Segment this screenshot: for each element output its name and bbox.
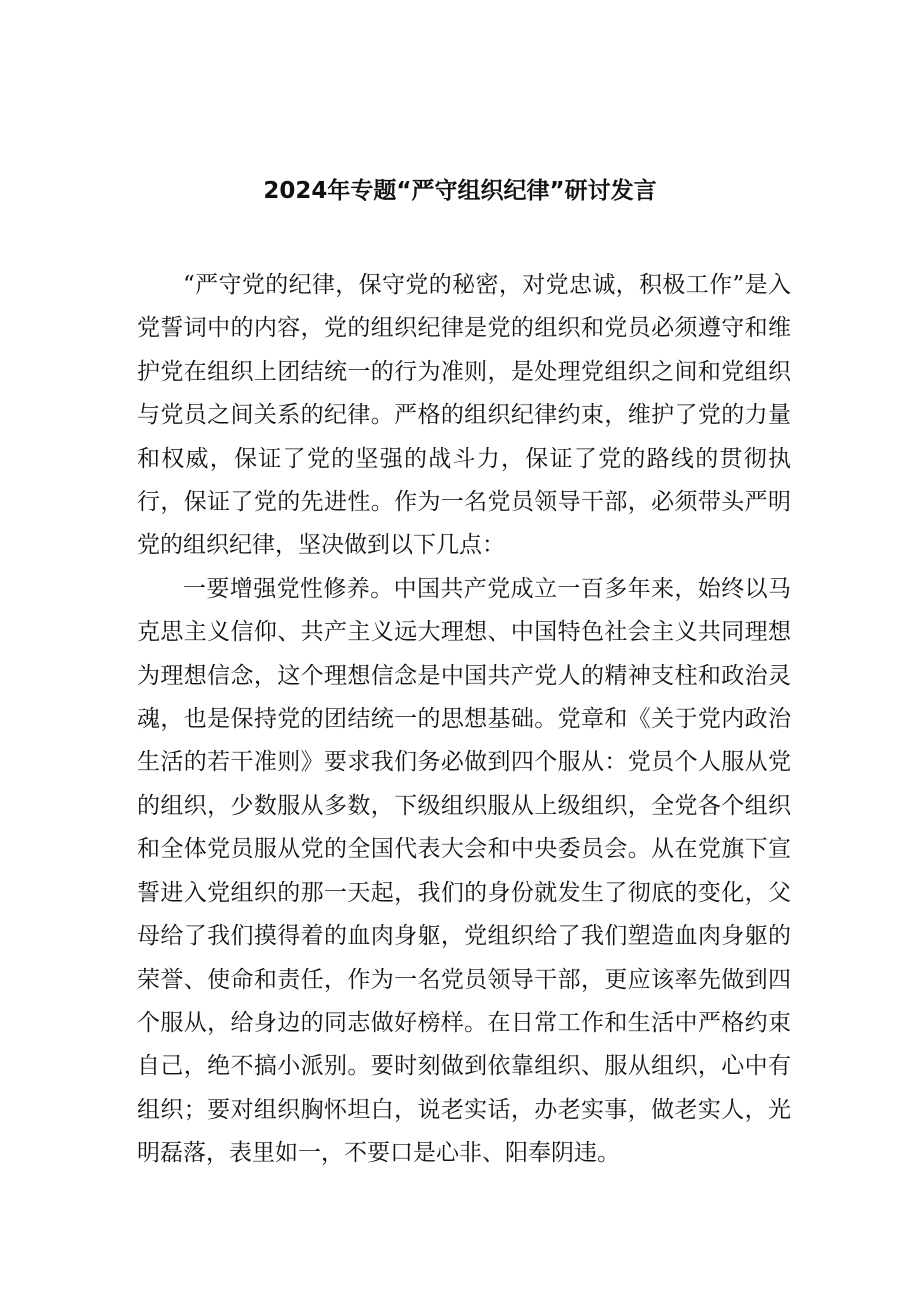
paragraph-intro: “严守党的纪律，保守党的秘密，对党忠诚，积极工作”是入党誓词中的内容，党的组织纪律是党的组织和党员必须遵守和维护党在组织上团结统一的行为准则，是处理党组织之间和党组织与党员之间关系的纪律。严格的组织纪律约束，维护了党的力量和权威，保证了党的坚强的战斗力，保证了党的路线的贯彻执行，保证了党的先进性。作为一名党员领导干部，必须带头严明党的组织纪律，坚决做到以下几点： xyxy=(137,272,791,559)
paragraph-point-one: 一要增强党性修养。中国共产党成立一百多年来，始终以马克思主义信仰、共产主义远大理想、中国特色社会主义共同理想为理想信念，这个理想信念是中国共产党人的精神支柱和政治灵魂，也是保持党的团结统一的思想基础。党章和《关于党内政治生活的若干准则》要求我们务必做到四个服从：党员个人服从党的组织，少数服从多数，下级组织服从上级组织，全党各个组织和全体党员服从党的全国代表大会和中央委员会。从在党旗下宣誓进入党组织的那一天起，我们的身份就发生了彻底的变化，父母给了我们摸得着的血肉身躯，党组织给了我们塑造血肉身躯的荣誉、使命和责任，作为一名党员领导干部，更应该率先做到四个服从，给身边的同志做好榜样。在日常工作和生活中严格约束自己，绝不搞小派别。要时刻做到依靠组织、服从组织，心中有组织；要对组织胸怀坦白，说老实话，办老实事，做老实人，光明磊落，表里如一，不要口是心非、阳奉阴违。 xyxy=(137,575,791,1167)
document-body xyxy=(137,264,791,1176)
document-title: 2024年专题“严守组织纪律”研讨发言 xyxy=(263,178,657,204)
